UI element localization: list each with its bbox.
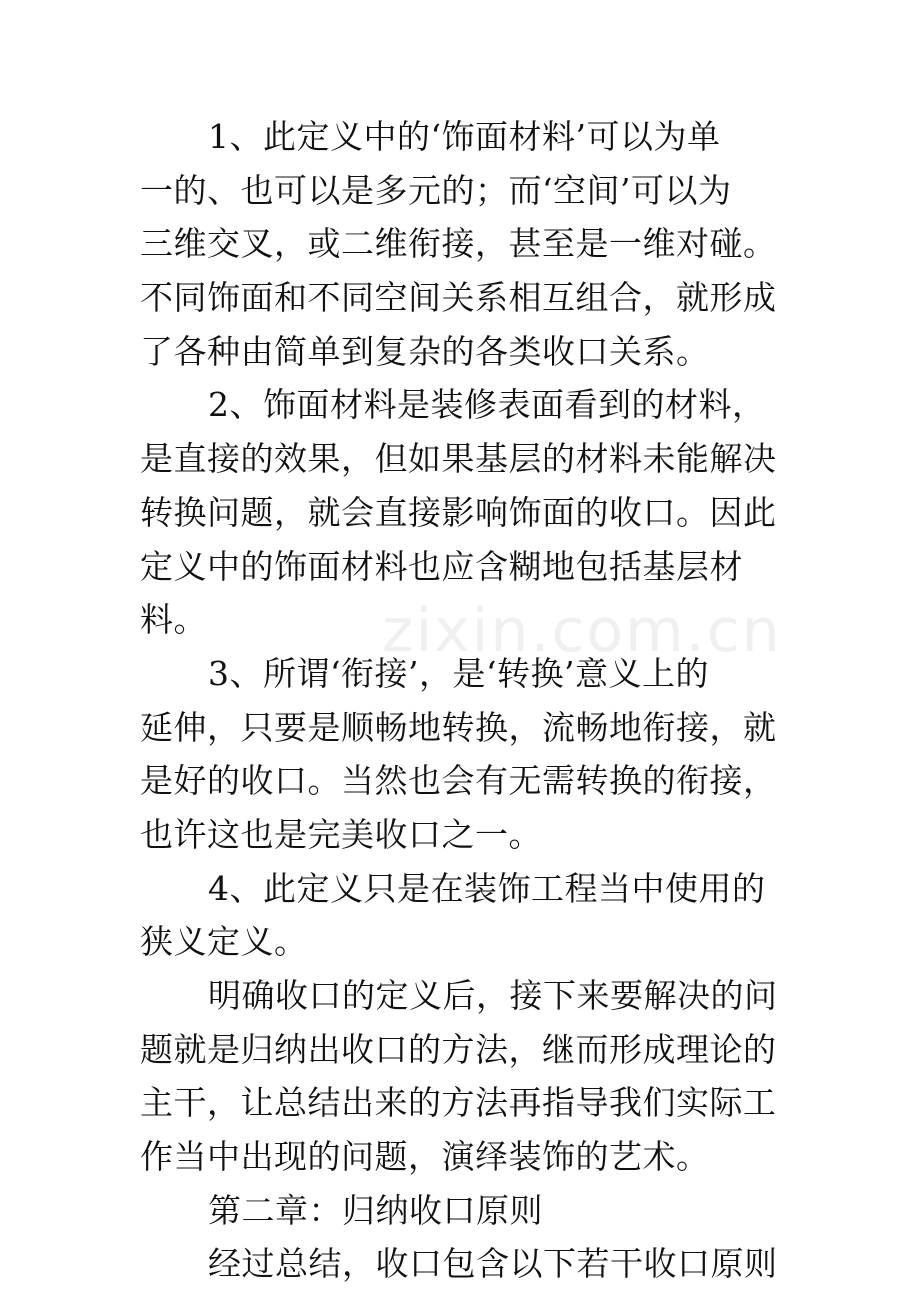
paragraph-5-line-4: 作当中出现的问题，演绎装饰的艺术。	[140, 1137, 710, 1177]
document-body	[140, 110, 800, 1291]
paragraph-1-line-5: 了各种由简单到复杂的各类收口关系。	[140, 331, 710, 371]
paragraph-5-line-2: 题就是归纳出收口的方法，继而形成理论的	[140, 1029, 777, 1069]
paragraph-3-line-4: 也许这也是完美收口之一。	[140, 814, 542, 854]
paragraph-1-line-2: 一的、也可以是多元的；而‘空间’可以为	[140, 170, 732, 210]
paragraph-1-line-3: 三维交叉，或二维衔接，甚至是一维对碰。	[140, 224, 777, 264]
paragraph-4-line-1: 4、此定义只是在装饰工程当中使用的	[208, 868, 766, 908]
paragraph-3-line-1: 3、所谓‘衔接’，是‘转换’意义上的	[208, 653, 709, 693]
paragraph-2-line-2: 是直接的效果，但如果基层的材料未能解决	[140, 439, 777, 479]
paragraph-4-line-2: 狭义定义。	[140, 922, 308, 962]
paragraph-2-line-1: 2、饰面材料是装修表面看到的材料，	[208, 385, 766, 425]
paragraph-2-line-4: 定义中的饰面材料也应含糊地包括基层材	[140, 546, 743, 586]
paragraph-3-line-2: 延伸，只要是顺畅地转换，流畅地衔接，就	[140, 707, 777, 747]
paragraph-3-line-3: 是好的收口。当然也会有无需转换的衔接，	[140, 761, 777, 801]
paragraph-5-line-1: 明确收口的定义后，接下来要解决的问	[208, 976, 778, 1015]
paragraph-2-line-3: 转换问题，就会直接影响饰面的收口。因此	[140, 492, 777, 532]
paragraph-2-line-5: 料。	[140, 600, 207, 640]
paragraph-6-line-1: 经过总结，收口包含以下若干收口原则	[208, 1244, 778, 1284]
watermark: zixin.com.cn	[382, 596, 782, 666]
chapter-heading: 第二章：归纳收口原则	[208, 1190, 543, 1230]
paragraph-1-line-1: 1、此定义中的‘饰面材料’可以为单	[208, 117, 721, 156]
paragraph-1-line-4: 不同饰面和不同空间关系相互组合，就形成	[140, 278, 777, 318]
paragraph-5-line-3: 主干，让总结出来的方法再指导我们实际工	[140, 1083, 777, 1123]
